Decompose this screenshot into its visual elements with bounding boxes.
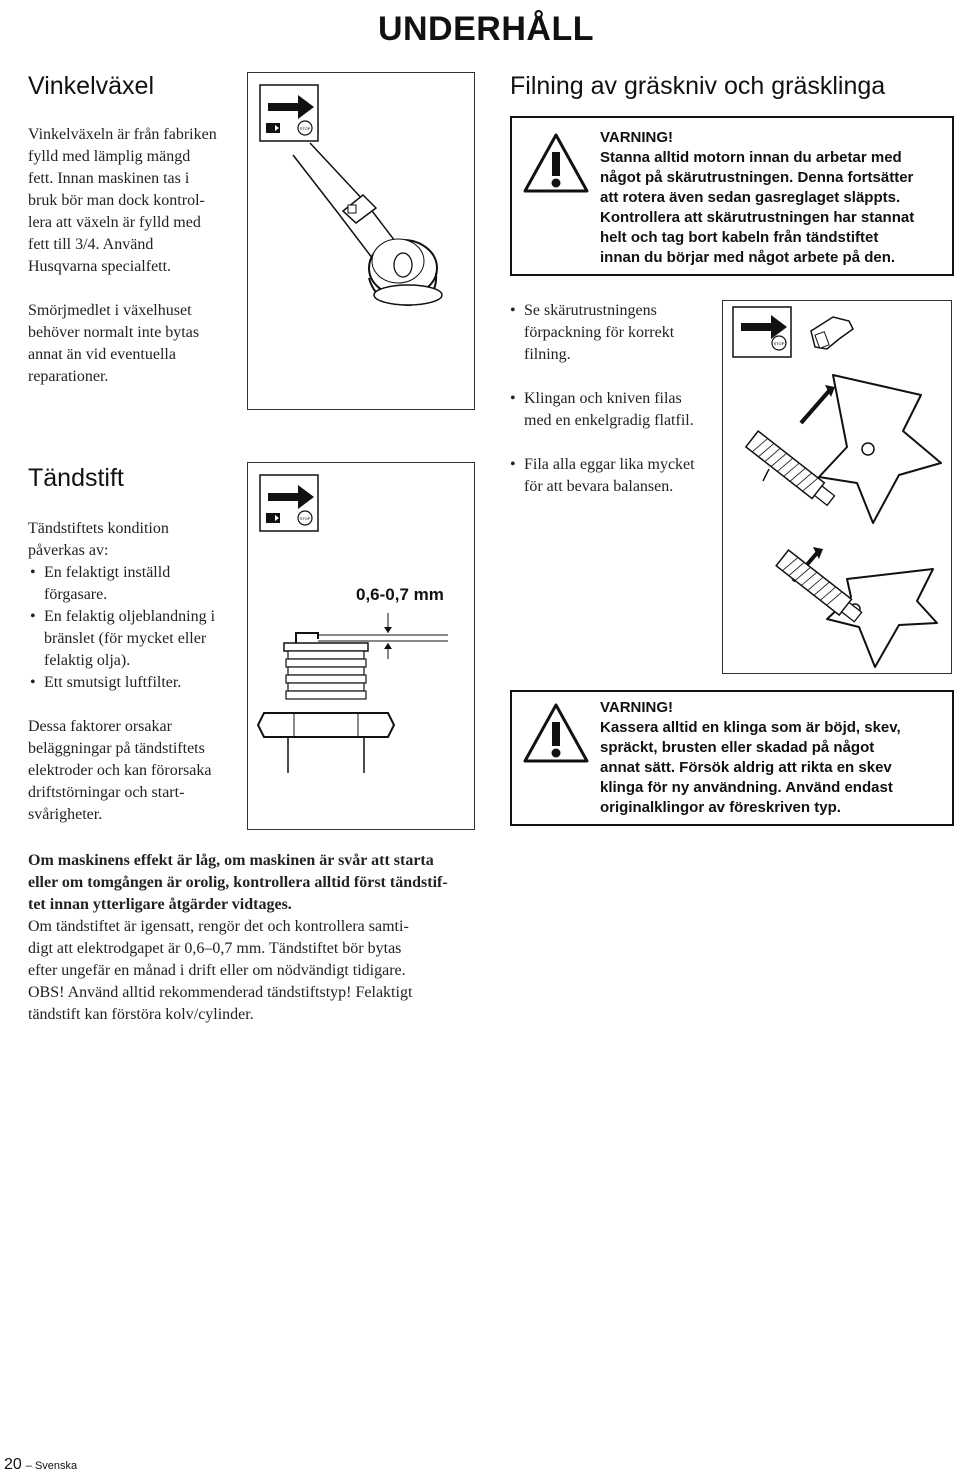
filning-bullet-list bbox=[510, 300, 720, 498]
warning-triangle-icon bbox=[522, 132, 590, 194]
page-header-title: UNDERHÅLL bbox=[377, 10, 594, 48]
arrow-stop-icon bbox=[260, 475, 318, 531]
list-item: • Fila alla eggar lika mycket för att bevara balansen. bbox=[510, 454, 720, 498]
tandstift-intro: Tändstiftets kondition påverkas av: bbox=[28, 520, 169, 559]
warning-text: VARNING! Kassera alltid en klinga som är böjd, skev, spräckt, brusten eller skadad på något annat sätt. Försök aldrig att rikta en skev klinga för ny användning. Använd endast originalklingor av föreskriven typ. bbox=[600, 699, 901, 816]
list-item: • En felaktig oljeblandning i bränslet (för mycket eller felaktig olja). bbox=[30, 606, 230, 672]
list-item: • Klingan och kniven filas med en enkelgradig flatfil. bbox=[510, 388, 720, 432]
glove-icon bbox=[811, 317, 853, 349]
section-title-filning: Filning av gräskniv och gräsklinga bbox=[510, 72, 886, 100]
tandstift-paragraph-3: Om tändstiftet är igensatt, rengör det och kontrollera samti- digt att elektrodgapet är 0,6–0,7 mm. Tändstiftet bör bytas efter ungefär en månad i drift eller om nödvändigt tidigare. OBS! Använd alltid rekommenderad tändstiftstyp! Felaktigt tändstift kan förstöra kolv/cylinder. bbox=[28, 918, 413, 1023]
list-item: • En felaktigt inställd förgasare. bbox=[30, 562, 230, 606]
arrow-stop-icon bbox=[733, 307, 791, 357]
gearbox-illustration bbox=[247, 72, 475, 410]
page-footer bbox=[4, 1456, 77, 1474]
list-item: • Ett smutsigt luftfilter. bbox=[30, 672, 230, 694]
tandstift-paragraph-2: Dessa faktorer orsakar beläggningar på tändstiftets elektroder och kan förorsaka driftstörningar och start- svårigheter. bbox=[28, 718, 212, 823]
footer-language: – Svenska bbox=[25, 1460, 78, 1472]
warning-box-damaged-blade bbox=[510, 690, 954, 826]
electrode-gap-label: 0,6-0,7 mm bbox=[356, 585, 444, 604]
svg-text:STOP: STOP bbox=[773, 341, 785, 346]
tandstift-bullet-list bbox=[30, 562, 230, 694]
svg-text:STOP: STOP bbox=[299, 126, 311, 131]
blade-filing-illustration bbox=[722, 300, 952, 674]
warning-text: VARNING! Stanna alltid motorn innan du arbetar med något på skärutrustningen. Denna fortsätter att rotera även sedan gasreglaget släppts. Kontrollera att skärutrustningen har stannat helt och tag bort kabeln från tändstiftet innan du börjar med något arbete på den. bbox=[600, 129, 915, 266]
tandstift-bold-paragraph: Om maskinens effekt är låg, om maskinen är svår att starta eller om tomgången är orolig, kontrollera alltid först tändstif- tet innan ytterligare åtgärder vidtages. bbox=[28, 852, 448, 913]
spark-plug-illustration bbox=[247, 462, 475, 830]
section-title-vinkelvaxel: Vinkelväxel bbox=[28, 72, 155, 100]
warning-box-stop-engine bbox=[510, 116, 954, 276]
svg-text:STOP: STOP bbox=[299, 516, 311, 521]
warning-triangle-icon bbox=[522, 702, 590, 764]
arrow-stop-icon bbox=[260, 85, 318, 141]
page-number: 20 bbox=[4, 1456, 22, 1473]
list-item: • Se skärutrustningens förpackning för korrekt filning. bbox=[510, 300, 720, 366]
section-title-tandstift: Tändstift bbox=[28, 464, 124, 492]
vinkelvaxel-paragraph-2: Smörjmedlet i växelhuset behöver normalt inte bytas annat än vid eventuella reparationer. bbox=[28, 302, 200, 385]
vinkelvaxel-paragraph-1: Vinkelväxeln är från fabriken fylld med lämplig mängd fett. Innan maskinen tas i bruk bör man dock kontrol- lera att växeln är fylld med fett till 3/4. Använd Husqvarna specialfett. bbox=[28, 126, 217, 275]
